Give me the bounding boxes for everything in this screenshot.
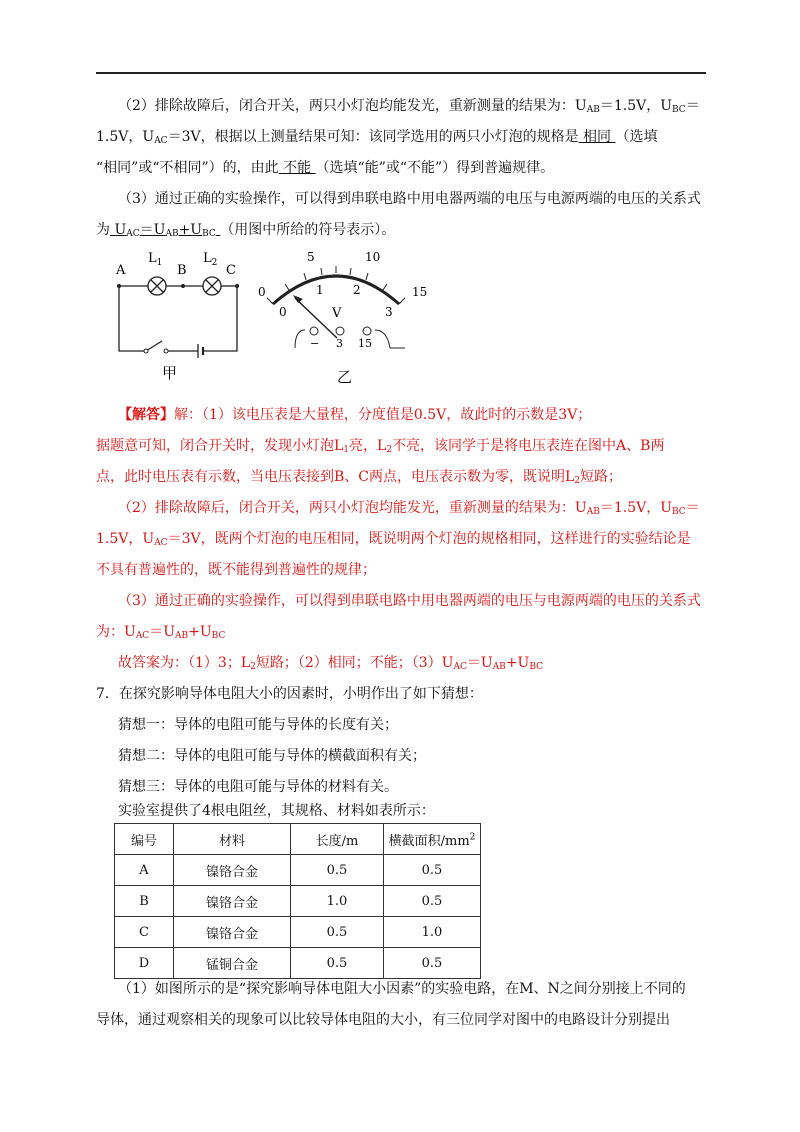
scale-bottom-1: 1 <box>316 283 324 297</box>
answer-final: 故答案为：（1）3；$L_2$短路；（2）相同；不能；$(3)U_{AC}=U_{AB}+U_{BC}$ <box>118 655 544 672</box>
resistor-table <box>114 823 481 979</box>
scale-bottom-2: 2 <box>353 283 361 297</box>
th-id: 编号 <box>115 824 174 855</box>
scale-top-15: 15 <box>412 285 428 299</box>
q7-guess2: 猜想二：导体的电阻可能与导体的横截面积有关； <box>118 748 426 764</box>
q7-intro: 7．在探究影响导体电阻大小的因素时，小明作出了如下猜想： <box>96 686 483 702</box>
q7-lab-intro: 实验室提供了4根电阻丝，其规格、材料如表所示： <box>118 803 435 819</box>
terminal-negative: − <box>310 337 320 350</box>
answer-line3: 点，此时电压表有示数，当电压表接到B、C两点，电压表示数为零，既说明$L_2$短路； <box>96 469 623 486</box>
table-row: D 锰铜合金 0.5 0.5 <box>115 948 481 979</box>
q6-part3-line2: 为 $U_{AC}=U_{AB}+U_{BC}$ （用图中所给的符号表示）。 <box>96 222 396 239</box>
label-b: B <box>177 263 187 278</box>
th-length: 长度/m <box>291 824 384 855</box>
th-area: 横截面积$/mm^2$ <box>384 824 481 855</box>
circuit-diagram <box>110 248 250 388</box>
scale-bottom-0: 0 <box>279 305 287 319</box>
label-a: A <box>116 263 126 278</box>
q6-part2-line2: 1.5V，$U_{AC}=3V$，根据以上测量结果可知：该同学选用的两只小灯泡的规格是 相同 （选填 <box>96 129 658 146</box>
header-rule <box>96 72 706 74</box>
label-l1: $L_1$ <box>148 251 163 268</box>
terminal-3: 3 <box>336 337 343 350</box>
q7-guess3: 猜想三：导体的电阻可能与导体的材料有关。 <box>118 779 398 795</box>
scale-top-0: 0 <box>258 285 266 299</box>
q6-part3-line1: （3）通过正确的实验操作，可以得到串联电路中用电器两端的电压与电源两端的电压的关系式 <box>118 191 701 207</box>
answer-blank-formula: $U_{AC}=U_{AB}+U_{BC}$ <box>110 222 216 239</box>
unit-v: V <box>332 306 342 321</box>
caption-jia: 甲 <box>162 364 178 382</box>
table-row: C 镍铬合金 0.5 1.0 <box>115 917 481 948</box>
table-row: B 镍铬合金 1.0 0.5 <box>115 886 481 917</box>
scale-bottom-3: 3 <box>385 305 393 319</box>
table-row: A 镍铬合金 0.5 0.5 <box>115 855 481 886</box>
voltmeter-diagram <box>255 248 435 388</box>
th-material: 材料 <box>174 824 291 855</box>
scale-top-10: 10 <box>365 250 381 264</box>
answer-blank-same: 相同 <box>578 129 616 145</box>
answer-line2: 据题意可知，闭合开关时，发现小灯泡$L_1$亮，$L_2$不亮，该同学于是将电压表连在图中A、B两 <box>96 438 665 455</box>
answer-line5: 1.5V，$U_{AC}=3V$，既两个灯泡的电压相同，既说明两个灯泡的规格相同，这样进行的实验结论是 <box>96 531 691 548</box>
q7-part1-line1: （1）如图所示的是“探究影响导体电阻大小因素”的实验电路，在M、N之间分别接上不同的 <box>118 981 686 997</box>
table-header-row <box>115 824 481 855</box>
label-l2: $L_2$ <box>203 251 218 268</box>
scale-top-5: 5 <box>307 250 315 264</box>
answer-blank-cannot: 不能 <box>278 160 316 176</box>
answer-line8: 为：$U_{AC}=U_{AB}+U_{BC}$ <box>96 624 226 641</box>
label-c: C <box>226 263 236 278</box>
q6-part2-line3: “相同”或“不相同”）的，由此 不能 （选填“能”或“不能”）得到普遍规律。 <box>96 160 555 176</box>
caption-yi: 乙 <box>337 368 353 386</box>
answer-line4: （2）排除故障后，闭合开关，两只小灯泡均能发光，重新测量的结果为：$U_{AB}=1.5V$，$U_{BC}=$ <box>118 500 700 517</box>
answer-line7: （3）通过正确的实验操作，可以得到串联电路中用电器两端的电压与电源两端的电压的关系式 <box>118 593 701 609</box>
answer-line6: 不具有普遍性的，既不能得到普遍性的规律； <box>96 562 376 578</box>
q7-guess1: 猜想一：导体的电阻可能与导体的长度有关； <box>118 717 398 733</box>
q7-part1-line2: 导体，通过观察相关的现象可以比较导体电阻的大小，有三位同学对图中的电路设计分别提出 <box>96 1012 670 1028</box>
q6-part2-line1: （2）排除故障后，闭合开关，两只小灯泡均能发光，重新测量的结果为：$U_{AB}=1.5V$，$U_{BC}=$ <box>118 98 700 115</box>
answer-line1: 【解答】解：（1）该电压表是大量程，分度值是0.5V，故此时的示数是3V； <box>118 407 592 423</box>
terminal-15: 15 <box>358 337 372 350</box>
